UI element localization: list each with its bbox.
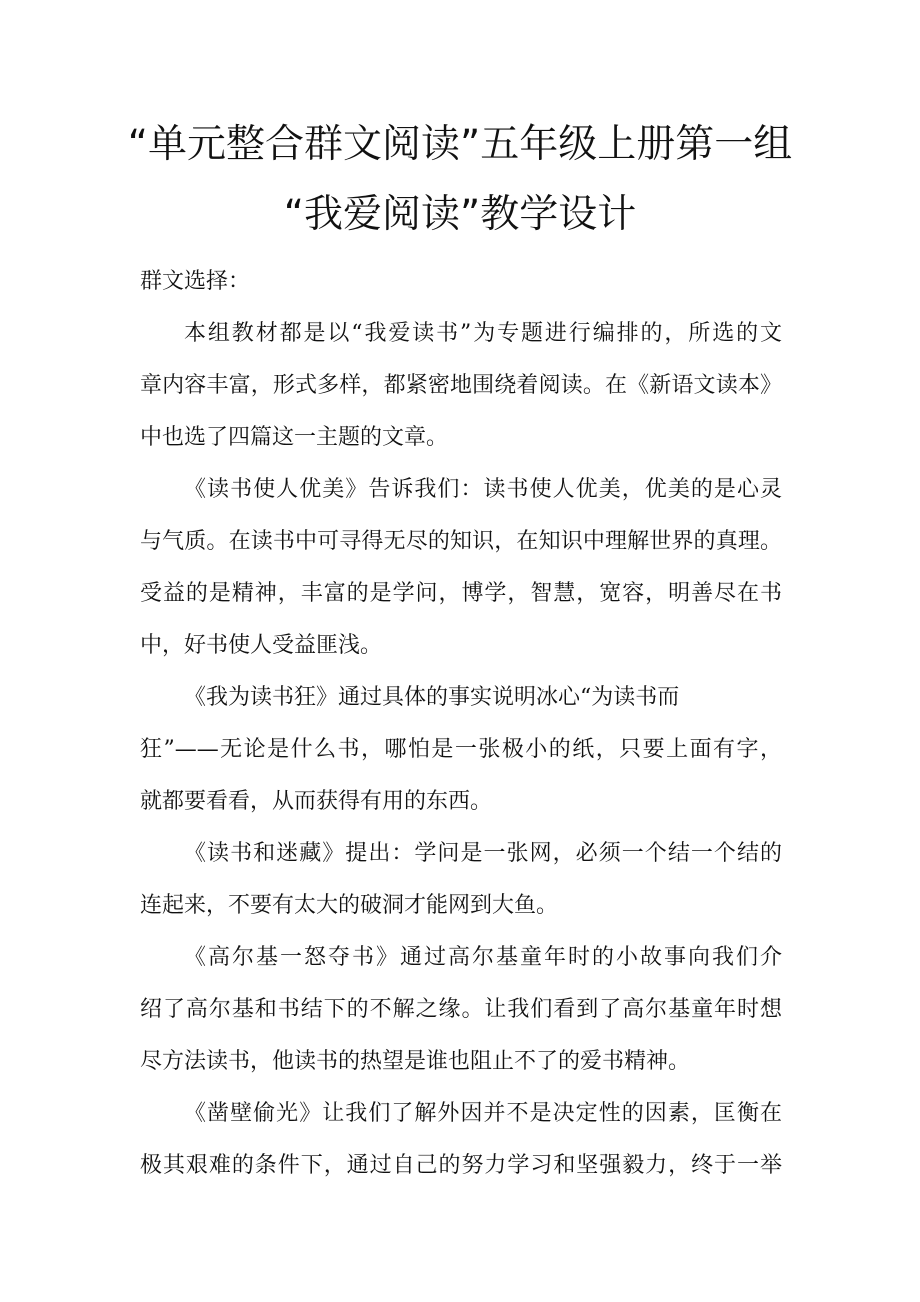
paragraph-3-line-2: 狂”——无论是什么书，哪怕是一张极小的纸，只要上面有字， [140, 737, 782, 762]
paragraph-2-line-2: 与气质。在读书中可寻得无尽的知识，在知识中理解世界的真理。 [140, 529, 782, 554]
document-title-line-2: “我爱阅读”教学设计 [283, 192, 637, 237]
paragraph-3-line-1: 《我为读书狂》通过具体的事实说明冰心“为读书而 [184, 685, 680, 710]
paragraph-6-line-2: 极其艰难的条件下，通过自己的努力学习和坚强毅力，终于一举 [140, 1153, 782, 1178]
section-label: 群文选择： [140, 269, 251, 294]
paragraph-1-line-3: 中也选了四篇这一主题的文章。 [140, 425, 449, 450]
paragraph-6-line-1: 《凿壁偷光》让我们了解外因并不是决定性的因素，匡衡在 [184, 1101, 782, 1126]
paragraph-5-line-2: 绍了高尔基和书结下的不解之缘。让我们看到了高尔基童年时想 [140, 997, 782, 1022]
paragraph-1-line-1: 本组教材都是以“我爱读书”为专题进行编排的，所选的文 [184, 321, 782, 346]
paragraph-5-line-3: 尽方法读书，他读书的热望是谁也阻止不了的爱书精神。 [140, 1049, 691, 1074]
paragraph-2-line-4: 中，好书使人受益匪浅。 [140, 633, 383, 658]
paragraph-3-line-3: 就都要看看，从而获得有用的东西。 [140, 789, 493, 814]
document-title-line-1: “单元整合群文阅读”五年级上册第一组 [127, 122, 793, 167]
paragraph-1-line-2: 章内容丰富，形式多样，都紧密地围绕着阅读。在《新语文读本》 [140, 373, 782, 398]
paragraph-4-line-2: 连起来，不要有太大的破洞才能网到大鱼。 [140, 893, 559, 918]
paragraph-5-line-1: 《高尔基一怒夺书》通过高尔基童年时的小故事向我们介 [184, 945, 782, 970]
paragraph-2-line-3: 受益的是精神，丰富的是学问，博学，智慧，宽容，明善尽在书 [140, 581, 782, 606]
paragraph-4-line-1: 《读书和迷藏》提出：学问是一张网，必须一个结一个结的 [184, 841, 782, 866]
paragraph-2-line-1: 《读书使人优美》告诉我们：读书使人优美，优美的是心灵 [184, 477, 782, 502]
